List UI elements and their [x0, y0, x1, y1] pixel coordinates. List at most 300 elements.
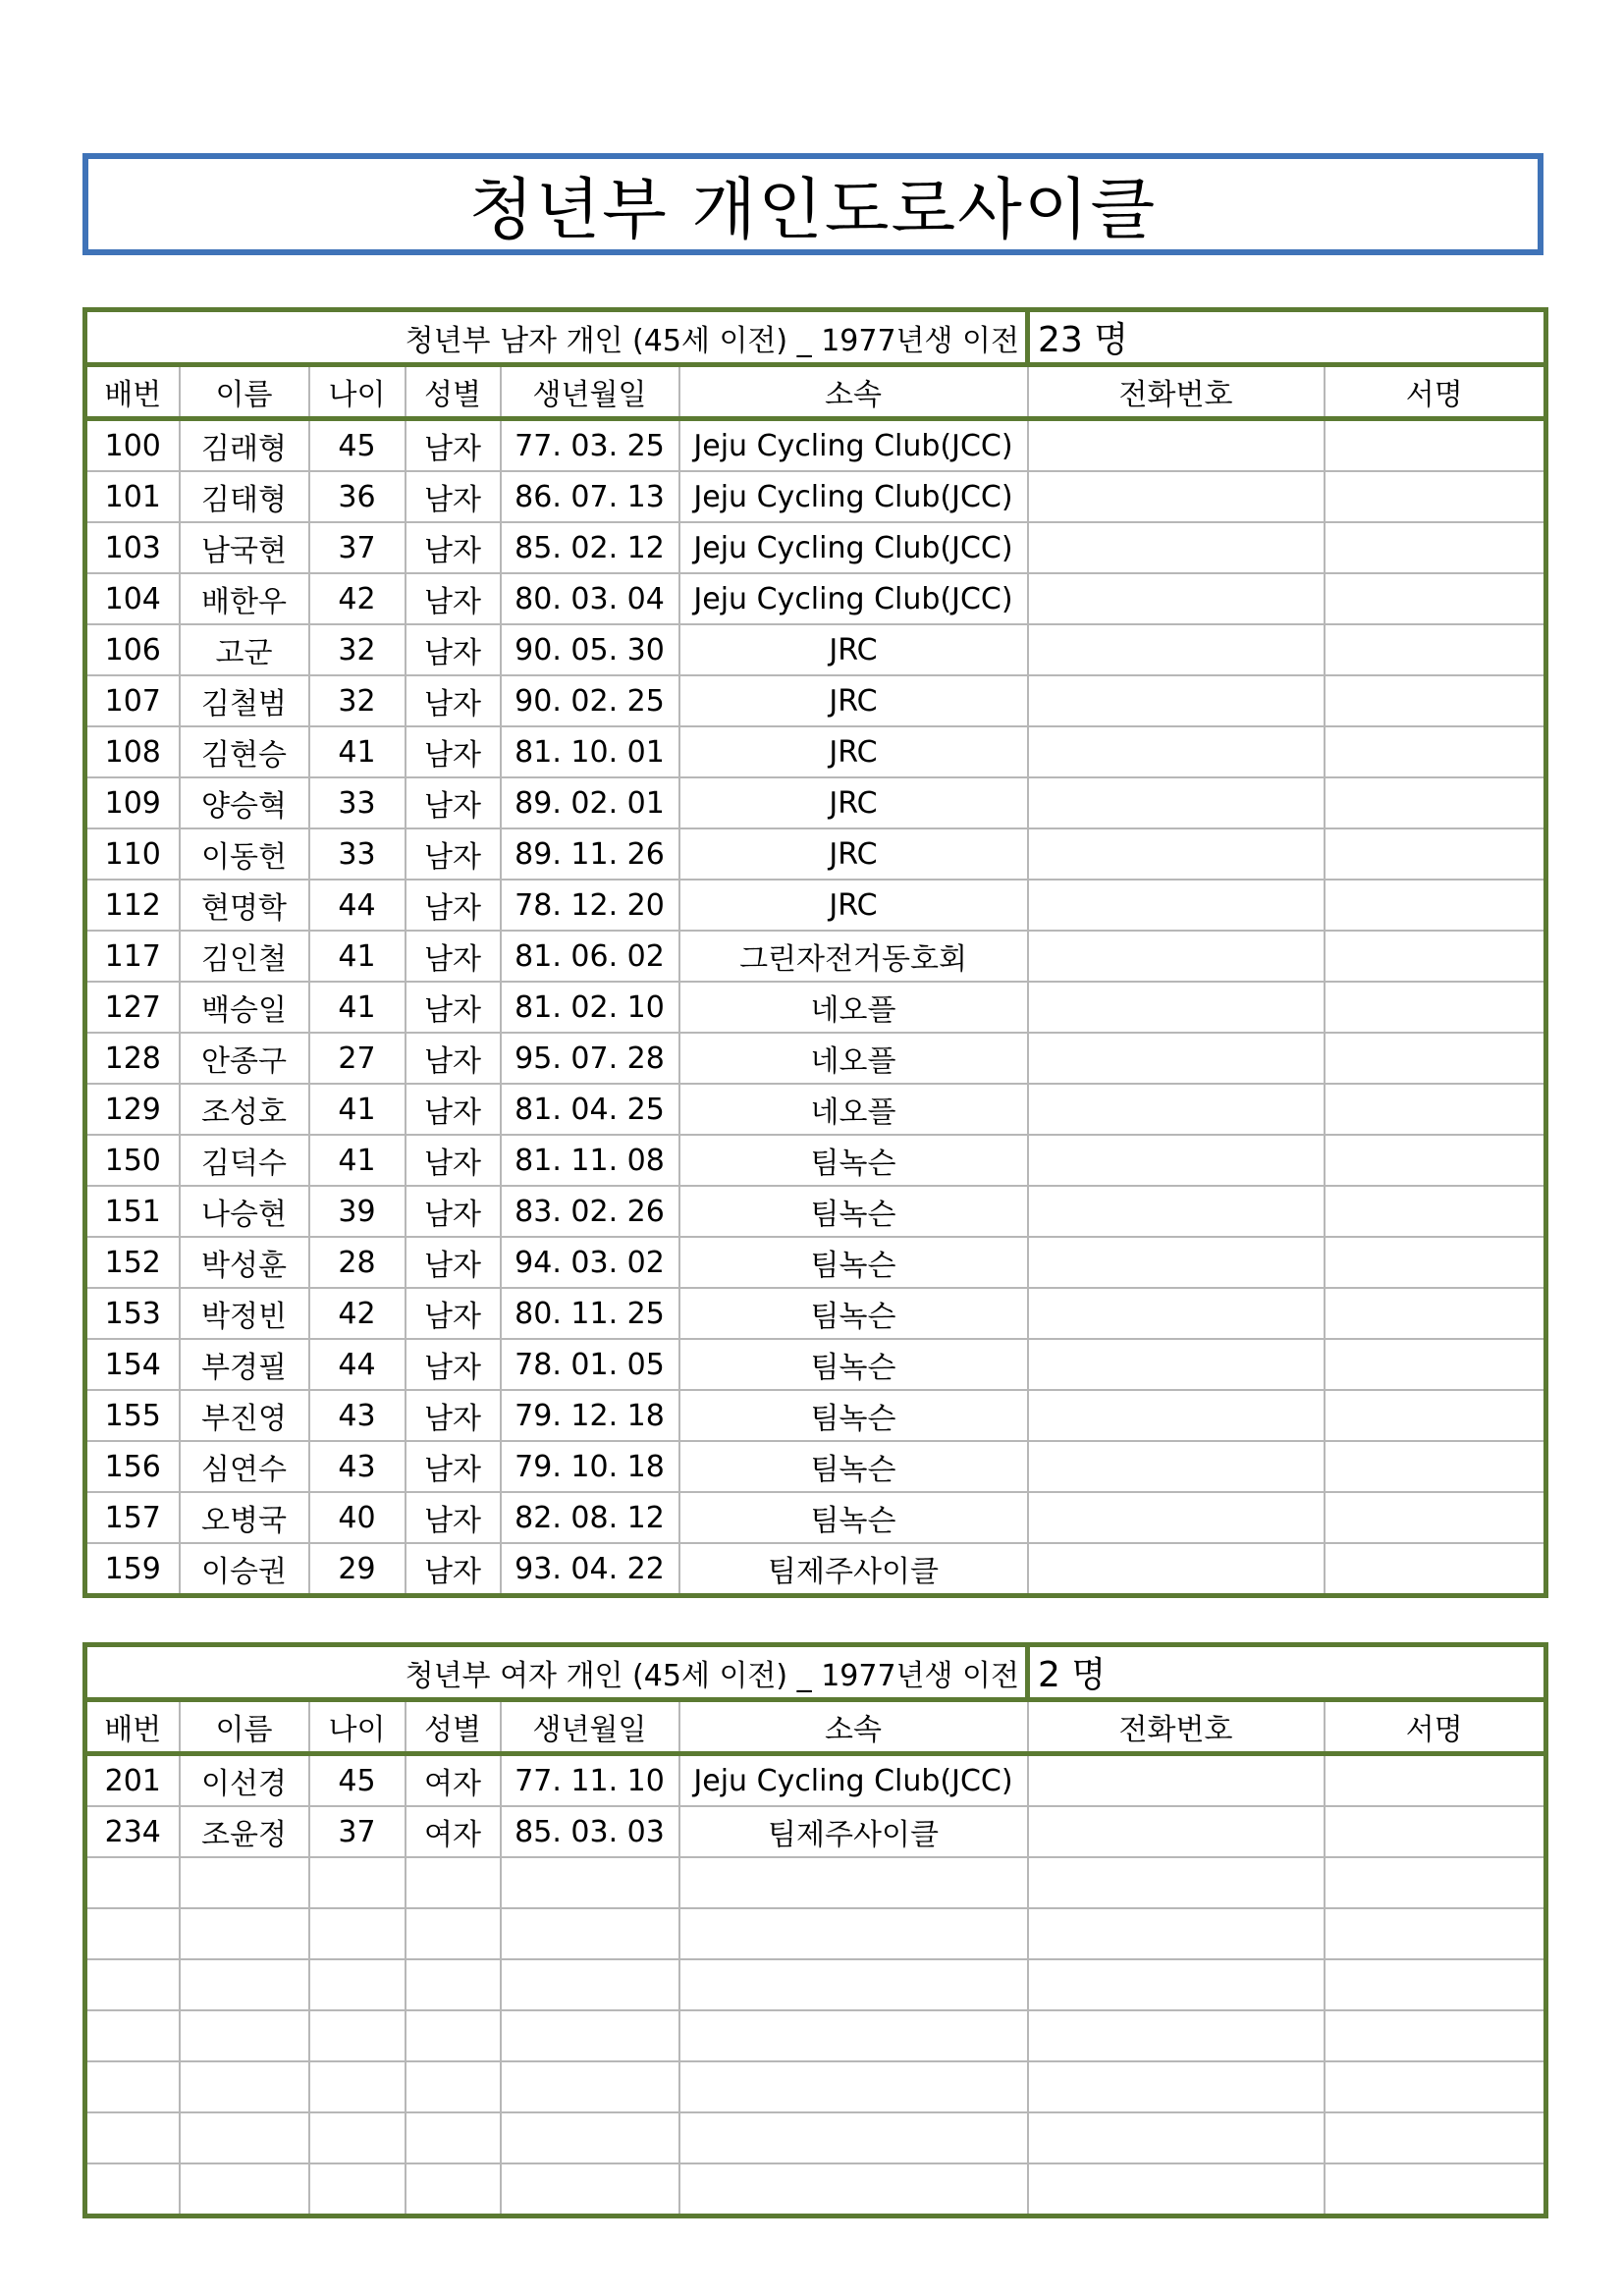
bib-cell: 153 [85, 1288, 180, 1339]
name-cell: 나승현 [180, 1186, 309, 1237]
affiliation-cell: 네오플 [679, 1033, 1028, 1084]
phone-cell[interactable] [1028, 2112, 1325, 2163]
table-row [85, 1959, 1546, 2010]
table-row [85, 828, 1546, 880]
phone-cell[interactable] [1028, 1033, 1325, 1084]
phone-cell[interactable] [1028, 1543, 1325, 1596]
age-cell: 32 [309, 624, 406, 675]
age-cell: 45 [309, 419, 406, 472]
col-header-signature: 서명 [1325, 1700, 1546, 1754]
age-cell: 32 [309, 675, 406, 726]
affiliation-cell: JRC [679, 880, 1028, 931]
name-cell: 고군 [180, 624, 309, 675]
signature-cell[interactable] [1325, 1288, 1546, 1339]
phone-cell[interactable] [1028, 1908, 1325, 1959]
age-cell: 29 [309, 1543, 406, 1596]
name-cell: 양승혁 [180, 777, 309, 828]
birthdate-cell: 85. 03. 03 [501, 1806, 679, 1857]
men-caption-count-cell [1028, 310, 1546, 365]
affiliation-cell: JRC [679, 675, 1028, 726]
phone-cell[interactable] [1028, 1857, 1325, 1908]
name-cell: 배한우 [180, 573, 309, 624]
bib-cell: 110 [85, 828, 180, 880]
table-row [85, 2163, 1546, 2216]
name-cell [180, 2163, 309, 2216]
men-roster-table [82, 307, 1548, 1598]
name-cell [180, 2061, 309, 2112]
bib-cell: 159 [85, 1543, 180, 1596]
table-row [85, 1084, 1546, 1135]
age-cell: 36 [309, 471, 406, 522]
bib-cell: 117 [85, 931, 180, 982]
signature-cell[interactable] [1325, 471, 1546, 522]
gender-cell: 여자 [406, 1806, 501, 1857]
birthdate-cell: 83. 02. 26 [501, 1186, 679, 1237]
table-row [85, 624, 1546, 675]
gender-cell: 남자 [406, 1237, 501, 1288]
name-cell: 현명학 [180, 880, 309, 931]
table-row [85, 1033, 1546, 1084]
phone-cell[interactable] [1028, 2010, 1325, 2061]
gender-cell [406, 1959, 501, 2010]
name-cell: 부경필 [180, 1339, 309, 1390]
table-row [85, 2061, 1546, 2112]
gender-cell: 남자 [406, 1135, 501, 1186]
gender-cell: 남자 [406, 1492, 501, 1543]
bib-cell: 101 [85, 471, 180, 522]
age-cell: 37 [309, 522, 406, 573]
birthdate-cell: 80. 11. 25 [501, 1288, 679, 1339]
signature-cell[interactable] [1325, 1186, 1546, 1237]
gender-cell: 남자 [406, 573, 501, 624]
signature-cell[interactable] [1325, 1543, 1546, 1596]
col-header-affiliation: 소속 [679, 365, 1028, 419]
affiliation-cell: 팀녹슨 [679, 1390, 1028, 1441]
bib-cell: 128 [85, 1033, 180, 1084]
bib-cell: 150 [85, 1135, 180, 1186]
affiliation-cell: 팀녹슨 [679, 1441, 1028, 1492]
birthdate-cell: 90. 05. 30 [501, 624, 679, 675]
table-row [85, 1754, 1546, 1807]
phone-cell[interactable] [1028, 1754, 1325, 1807]
birthdate-cell: 81. 11. 08 [501, 1135, 679, 1186]
signature-cell[interactable] [1325, 624, 1546, 675]
affiliation-cell: 팀녹슨 [679, 1135, 1028, 1186]
col-header-phone: 전화번호 [1028, 1700, 1325, 1754]
affiliation-cell: JRC [679, 828, 1028, 880]
table-row [85, 2010, 1546, 2061]
name-cell: 김인철 [180, 931, 309, 982]
page-title-box [82, 153, 1543, 255]
phone-cell[interactable] [1028, 931, 1325, 982]
birthdate-cell [501, 2061, 679, 2112]
affiliation-cell: JRC [679, 624, 1028, 675]
affiliation-cell: 팀녹슨 [679, 1186, 1028, 1237]
signature-cell[interactable] [1325, 1441, 1546, 1492]
age-cell: 45 [309, 1754, 406, 1807]
affiliation-cell: Jeju Cycling Club(JCC) [679, 522, 1028, 573]
name-cell: 김덕수 [180, 1135, 309, 1186]
gender-cell: 남자 [406, 1441, 501, 1492]
signature-cell[interactable] [1325, 419, 1546, 472]
age-cell: 39 [309, 1186, 406, 1237]
birthdate-cell [501, 1908, 679, 1959]
affiliation-cell: 팀녹슨 [679, 1288, 1028, 1339]
men-caption-text: 청년부 남자 개인 (45세 이전) _ 1977년생 이전 [405, 323, 1019, 358]
signature-cell[interactable] [1325, 726, 1546, 777]
col-header-age: 나이 [309, 1700, 406, 1754]
table-row [85, 1857, 1546, 1908]
col-header-gender: 성별 [406, 1700, 501, 1754]
name-cell: 심연수 [180, 1441, 309, 1492]
birthdate-cell: 93. 04. 22 [501, 1543, 679, 1596]
phone-cell[interactable] [1028, 1339, 1325, 1390]
birthdate-cell [501, 1959, 679, 2010]
table-row [85, 419, 1546, 472]
age-cell: 41 [309, 726, 406, 777]
name-cell: 백승일 [180, 982, 309, 1033]
phone-cell[interactable] [1028, 982, 1325, 1033]
signature-cell[interactable] [1325, 2061, 1546, 2112]
birthdate-cell: 90. 02. 25 [501, 675, 679, 726]
gender-cell [406, 2112, 501, 2163]
bib-cell: 106 [85, 624, 180, 675]
affiliation-cell [679, 2112, 1028, 2163]
affiliation-cell [679, 1857, 1028, 1908]
phone-cell[interactable] [1028, 2061, 1325, 2112]
phone-cell[interactable] [1028, 1288, 1325, 1339]
bib-cell: 201 [85, 1754, 180, 1807]
signature-cell[interactable] [1325, 1135, 1546, 1186]
gender-cell: 남자 [406, 982, 501, 1033]
age-cell [309, 2010, 406, 2061]
phone-cell[interactable] [1028, 1084, 1325, 1135]
affiliation-cell: 팀녹슨 [679, 1339, 1028, 1390]
age-cell [309, 2061, 406, 2112]
bib-cell: 127 [85, 982, 180, 1033]
affiliation-cell: 팀제주사이클 [679, 1543, 1028, 1596]
bib-cell: 152 [85, 1237, 180, 1288]
phone-cell[interactable] [1028, 880, 1325, 931]
age-cell [309, 2163, 406, 2216]
affiliation-cell: 팀제주사이클 [679, 1806, 1028, 1857]
gender-cell: 남자 [406, 828, 501, 880]
name-cell: 박정빈 [180, 1288, 309, 1339]
age-cell: 28 [309, 1237, 406, 1288]
name-cell: 이승권 [180, 1543, 309, 1596]
name-cell [180, 1857, 309, 1908]
signature-cell[interactable] [1325, 1033, 1546, 1084]
signature-cell[interactable] [1325, 777, 1546, 828]
gender-cell [406, 2010, 501, 2061]
bib-cell: 129 [85, 1084, 180, 1135]
gender-cell: 남자 [406, 880, 501, 931]
affiliation-cell: 팀녹슨 [679, 1237, 1028, 1288]
col-header-name: 이름 [180, 365, 309, 419]
gender-cell: 남자 [406, 471, 501, 522]
bib-cell [85, 2010, 180, 2061]
age-cell [309, 1857, 406, 1908]
gender-cell: 남자 [406, 1288, 501, 1339]
name-cell: 오병국 [180, 1492, 309, 1543]
gender-cell: 남자 [406, 1543, 501, 1596]
signature-cell[interactable] [1325, 1806, 1546, 1857]
table-row [85, 522, 1546, 573]
gender-cell: 남자 [406, 1390, 501, 1441]
table-row [85, 573, 1546, 624]
signature-cell[interactable] [1325, 2010, 1546, 2061]
col-header-gender: 성별 [406, 365, 501, 419]
phone-cell[interactable] [1028, 1492, 1325, 1543]
name-cell [180, 1908, 309, 1959]
women-caption-count-cell [1028, 1645, 1546, 1700]
gender-cell: 남자 [406, 675, 501, 726]
age-cell: 41 [309, 1084, 406, 1135]
phone-cell[interactable] [1028, 471, 1325, 522]
bib-cell [85, 2112, 180, 2163]
name-cell: 김현승 [180, 726, 309, 777]
signature-cell[interactable] [1325, 1857, 1546, 1908]
phone-cell[interactable] [1028, 624, 1325, 675]
name-cell: 이동헌 [180, 828, 309, 880]
table-row [85, 675, 1546, 726]
affiliation-cell [679, 2163, 1028, 2216]
phone-cell[interactable] [1028, 419, 1325, 472]
birthdate-cell: 89. 02. 01 [501, 777, 679, 828]
name-cell: 조윤정 [180, 1806, 309, 1857]
signature-cell[interactable] [1325, 522, 1546, 573]
name-cell: 김래형 [180, 419, 309, 472]
age-cell: 44 [309, 880, 406, 931]
affiliation-cell [679, 1959, 1028, 2010]
affiliation-cell: 팀녹슨 [679, 1492, 1028, 1543]
age-cell: 33 [309, 828, 406, 880]
bib-cell [85, 1959, 180, 2010]
gender-cell: 남자 [406, 726, 501, 777]
age-cell [309, 1908, 406, 1959]
birthdate-cell: 81. 06. 02 [501, 931, 679, 982]
birthdate-cell: 85. 02. 12 [501, 522, 679, 573]
women-caption [85, 1645, 1028, 1700]
affiliation-cell: JRC [679, 726, 1028, 777]
signature-cell[interactable] [1325, 1908, 1546, 1959]
gender-cell: 여자 [406, 1754, 501, 1807]
table-row [85, 1339, 1546, 1390]
gender-cell [406, 2163, 501, 2216]
table-row [85, 1390, 1546, 1441]
bib-cell [85, 2163, 180, 2216]
birthdate-cell [501, 2010, 679, 2061]
signature-cell[interactable] [1325, 828, 1546, 880]
gender-cell: 남자 [406, 931, 501, 982]
table-row [85, 880, 1546, 931]
table-row [85, 1441, 1546, 1492]
table-row [85, 1288, 1546, 1339]
col-header-phone: 전화번호 [1028, 365, 1325, 419]
bib-cell [85, 1908, 180, 1959]
table-row [85, 1543, 1546, 1596]
gender-cell [406, 1908, 501, 1959]
bib-cell: 155 [85, 1390, 180, 1441]
age-cell: 43 [309, 1390, 406, 1441]
phone-cell[interactable] [1028, 2163, 1325, 2216]
age-cell: 27 [309, 1033, 406, 1084]
affiliation-cell: 그린자전거동호회 [679, 931, 1028, 982]
signature-cell[interactable] [1325, 1959, 1546, 2010]
bib-cell: 109 [85, 777, 180, 828]
phone-cell[interactable] [1028, 1959, 1325, 2010]
signature-cell[interactable] [1325, 573, 1546, 624]
birthdate-cell [501, 2112, 679, 2163]
bib-cell: 103 [85, 522, 180, 573]
col-header-affiliation: 소속 [679, 1700, 1028, 1754]
affiliation-cell: Jeju Cycling Club(JCC) [679, 471, 1028, 522]
birthdate-cell [501, 1857, 679, 1908]
bib-cell: 234 [85, 1806, 180, 1857]
signature-cell[interactable] [1325, 1237, 1546, 1288]
table-row [85, 1237, 1546, 1288]
men-header-row [85, 365, 1546, 419]
age-cell [309, 1959, 406, 2010]
bib-cell: 154 [85, 1339, 180, 1390]
affiliation-cell [679, 2010, 1028, 2061]
signature-cell[interactable] [1325, 2163, 1546, 2216]
age-cell: 42 [309, 1288, 406, 1339]
phone-cell[interactable] [1028, 1135, 1325, 1186]
name-cell [180, 2112, 309, 2163]
age-cell: 37 [309, 1806, 406, 1857]
col-header-name: 이름 [180, 1700, 309, 1754]
affiliation-cell: JRC [679, 777, 1028, 828]
signature-cell[interactable] [1325, 982, 1546, 1033]
bib-cell: 108 [85, 726, 180, 777]
page-title: 청년부 개인도로사이클 [468, 171, 1158, 249]
signature-cell[interactable] [1325, 1084, 1546, 1135]
affiliation-cell: 네오플 [679, 1084, 1028, 1135]
col-header-bib: 배번 [85, 365, 180, 419]
affiliation-cell [679, 2061, 1028, 2112]
bib-cell: 151 [85, 1186, 180, 1237]
affiliation-cell: Jeju Cycling Club(JCC) [679, 1754, 1028, 1807]
women-caption-text: 청년부 여자 개인 (45세 이전) _ 1977년생 이전 [405, 1658, 1019, 1693]
bib-cell: 107 [85, 675, 180, 726]
gender-cell: 남자 [406, 1033, 501, 1084]
age-cell: 33 [309, 777, 406, 828]
name-cell: 박성훈 [180, 1237, 309, 1288]
bib-cell: 100 [85, 419, 180, 472]
phone-cell[interactable] [1028, 777, 1325, 828]
signature-cell[interactable] [1325, 931, 1546, 982]
table-row [85, 1806, 1546, 1857]
bib-cell: 104 [85, 573, 180, 624]
phone-cell[interactable] [1028, 1390, 1325, 1441]
name-cell: 안종구 [180, 1033, 309, 1084]
table-row [85, 931, 1546, 982]
table-row [85, 1908, 1546, 1959]
name-cell: 조성호 [180, 1084, 309, 1135]
name-cell: 이선경 [180, 1754, 309, 1807]
phone-cell[interactable] [1028, 522, 1325, 573]
birthdate-cell: 94. 03. 02 [501, 1237, 679, 1288]
age-cell: 40 [309, 1492, 406, 1543]
age-cell: 43 [309, 1441, 406, 1492]
birthdate-cell: 81. 02. 10 [501, 982, 679, 1033]
phone-cell[interactable] [1028, 1186, 1325, 1237]
name-cell [180, 2010, 309, 2061]
birthdate-cell: 82. 08. 12 [501, 1492, 679, 1543]
bib-cell [85, 1857, 180, 1908]
col-header-birthdate: 생년월일 [501, 365, 679, 419]
table-row [85, 1135, 1546, 1186]
bib-cell: 157 [85, 1492, 180, 1543]
phone-cell[interactable] [1028, 726, 1325, 777]
women-roster-table [82, 1642, 1548, 2218]
birthdate-cell: 79. 12. 18 [501, 1390, 679, 1441]
phone-cell[interactable] [1028, 675, 1325, 726]
gender-cell [406, 1857, 501, 1908]
age-cell [309, 2112, 406, 2163]
birthdate-cell [501, 2163, 679, 2216]
phone-cell[interactable] [1028, 1441, 1325, 1492]
men-caption-count: 23 명 [1038, 320, 1129, 360]
women-caption-count: 2 명 [1038, 1655, 1107, 1695]
col-header-signature: 서명 [1325, 365, 1546, 419]
table-row [85, 471, 1546, 522]
signature-cell[interactable] [1325, 880, 1546, 931]
age-cell: 41 [309, 931, 406, 982]
phone-cell[interactable] [1028, 828, 1325, 880]
bib-cell [85, 2061, 180, 2112]
birthdate-cell: 86. 07. 13 [501, 471, 679, 522]
affiliation-cell: Jeju Cycling Club(JCC) [679, 573, 1028, 624]
name-cell: 김태형 [180, 471, 309, 522]
signature-cell[interactable] [1325, 2112, 1546, 2163]
birthdate-cell: 78. 01. 05 [501, 1339, 679, 1390]
table-row [85, 726, 1546, 777]
name-cell: 김철범 [180, 675, 309, 726]
birthdate-cell: 80. 03. 04 [501, 573, 679, 624]
signature-cell[interactable] [1325, 1492, 1546, 1543]
age-cell: 44 [309, 1339, 406, 1390]
signature-cell[interactable] [1325, 1754, 1546, 1807]
table-row [85, 777, 1546, 828]
gender-cell [406, 2061, 501, 2112]
bib-cell: 156 [85, 1441, 180, 1492]
birthdate-cell: 77. 03. 25 [501, 419, 679, 472]
signature-cell[interactable] [1325, 1339, 1546, 1390]
signature-cell[interactable] [1325, 675, 1546, 726]
phone-cell[interactable] [1028, 1806, 1325, 1857]
gender-cell: 남자 [406, 419, 501, 472]
birthdate-cell: 81. 04. 25 [501, 1084, 679, 1135]
women-caption-row [85, 1645, 1546, 1700]
phone-cell[interactable] [1028, 573, 1325, 624]
affiliation-cell: 네오플 [679, 982, 1028, 1033]
affiliation-cell [679, 1908, 1028, 1959]
women-header-row [85, 1700, 1546, 1754]
affiliation-cell: Jeju Cycling Club(JCC) [679, 419, 1028, 472]
table-row [85, 1186, 1546, 1237]
birthdate-cell: 95. 07. 28 [501, 1033, 679, 1084]
signature-cell[interactable] [1325, 1390, 1546, 1441]
col-header-bib: 배번 [85, 1700, 180, 1754]
gender-cell: 남자 [406, 1084, 501, 1135]
table-row [85, 982, 1546, 1033]
table-row [85, 2112, 1546, 2163]
phone-cell[interactable] [1028, 1237, 1325, 1288]
age-cell: 42 [309, 573, 406, 624]
age-cell: 41 [309, 982, 406, 1033]
